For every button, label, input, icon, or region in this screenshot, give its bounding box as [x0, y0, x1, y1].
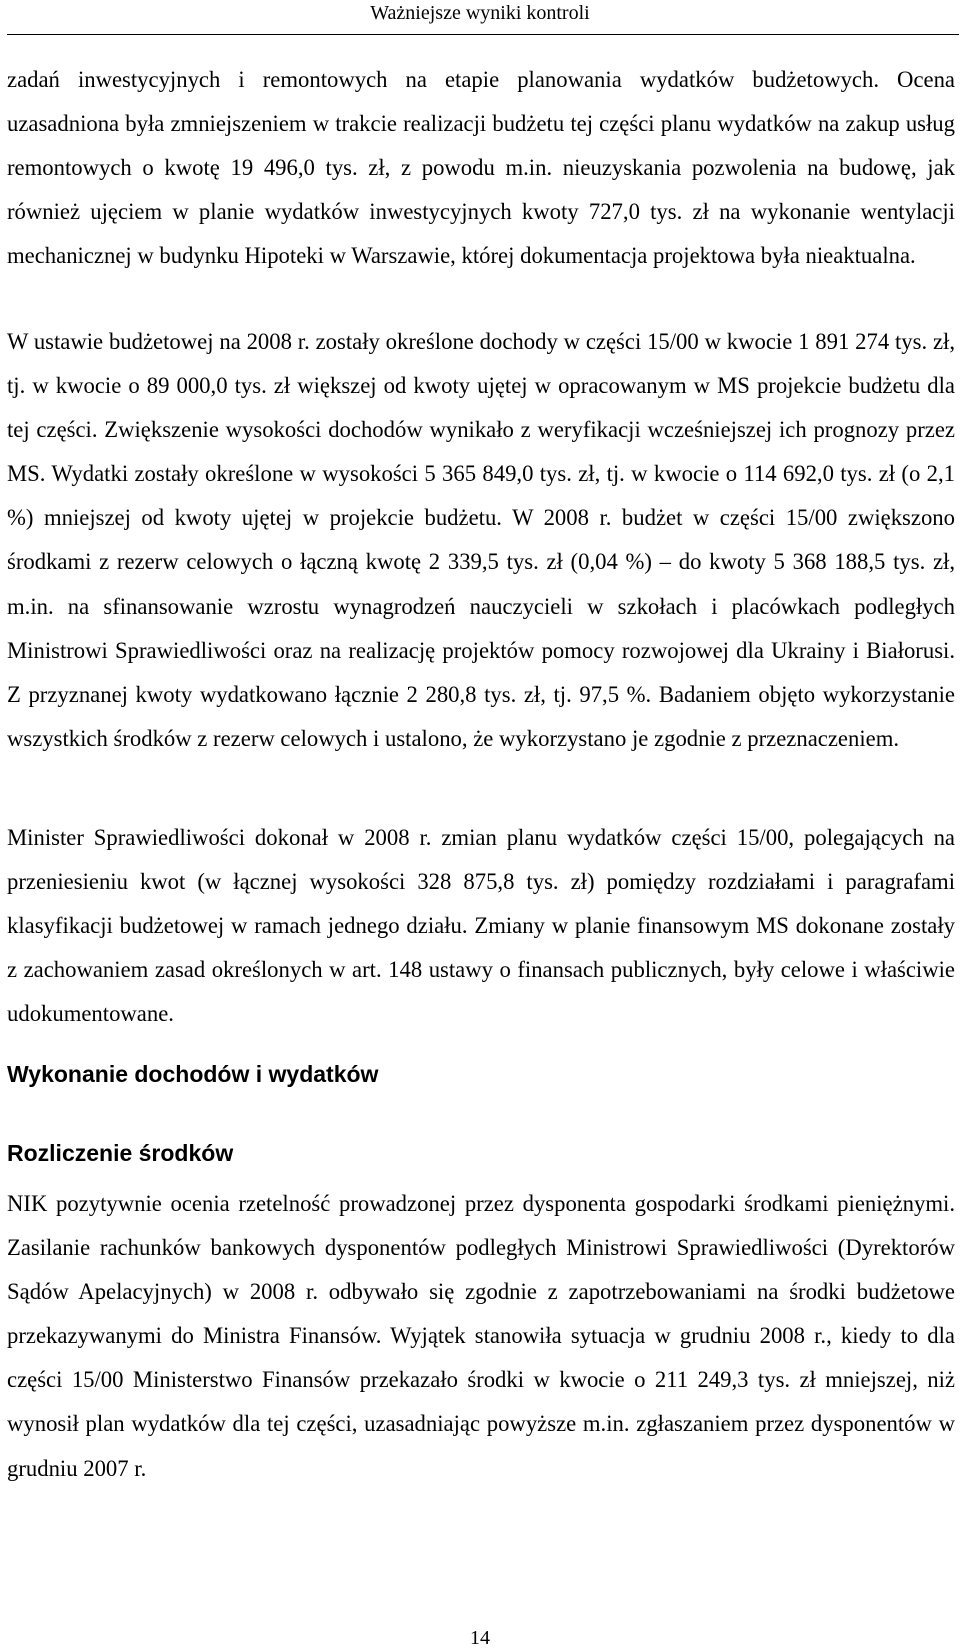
paragraph-text: zadań inwestycyjnych i remontowych na etapie planowania wydatków budżetowych. Ocena uzasadniona była zmniejszeniem w trakcie realizacji budżetu tej części planu wydatków na zakup usług remontowych o kwotę 19 496,0 tys. zł, z powodu m.in. nieuzyskania pozwolenia na budowę, jak również ujęciem w planie wydatków inwestycyjnych kwoty 727,0 tys. zł na wykonanie wentylacji mechanicznej w budynku Hipoteki w Warszawie, której dokumentacja projektowa była nieaktualna.	[7, 67, 955, 269]
paragraph-budget-act	[7, 320, 955, 761]
paragraph-text: W ustawie budżetowej na 2008 r. zostały określone dochody w części 15/00 w kwocie 1 891 274 tys. zł, tj. w kwocie o 89 000,0 tys. zł większej od kwoty ujętej w opracowanym w MS projekcie budżetu dla tej części. Zwiększenie wysokości dochodów wynikało z weryfikacji wcześniejszej ich prognozy przez MS. Wydatki zostały określone w wysokości 5 365 849,0 tys. zł, tj. w kwocie o 114 692,0 tys. zł (o 2,1 %) mniejszej od kwoty ujętej w projekcie budżetu. W 2008 r. budżet w części 15/00 zwiększono środkami z rezerw celowych o łączną kwotę 2 339,5 tys. zł (0,04 %) – do kwoty 5 368 188,5 tys. zł, m.in. na sfinansowanie wzrostu wynagrodzeń nauczycieli w szkołach i placówkach podległych Ministrowi Sprawiedliwości oraz na realizację projektów pomocy rozwojowej dla Ukrainy i Białorusi. Z przyznanej kwoty wydatkowano łącznie 2 280,8 tys. zł, tj. 97,5 %. Badaniem objęto wykorzystanie wszystkich środków z rezerw celowych i ustalono, że wykorzystano je zgodnie z przeznaczeniem.	[7, 329, 955, 751]
section-heading-income-expenditure	[7, 1059, 955, 1089]
subsection-heading: Rozliczenie środków	[7, 1140, 234, 1166]
paragraph-investment-plan	[7, 58, 955, 278]
running-header: Ważniejsze wyniki kontroli	[370, 2, 590, 24]
paragraph-plan-changes	[7, 816, 955, 1036]
page-number: 14	[470, 1627, 490, 1649]
paragraph-text: NIK pozytywnie ocenia rzetelność prowadzonej przez dysponenta gospodarki środkami pieniężnymi. Zasilanie rachunków bankowych dysponentów podległych Ministrowi Sprawiedliwości (Dyrektorów Sądów Apelacyjnych) w 2008 r. odbywało się zgodnie z zapotrzebowaniami na środki budżetowe przekazywanymi do Ministra Finansów. Wyjątek stanowiła sytuacja w grudniu 2008 r., kiedy to dla części 15/00 Ministerstwo Finansów przekazało środki w kwocie o 211 249,3 tys. zł mniejszej, niż wynosił plan wydatków dla tej części, uzasadniając powyższe m.in. zgłaszaniem przez dysponentów w grudniu 2007 r.	[7, 1191, 955, 1481]
header-divider	[7, 34, 959, 35]
subsection-heading-settlement	[7, 1138, 955, 1168]
paragraph-text: Minister Sprawiedliwości dokonał w 2008 r. zmian planu wydatków części 15/00, polegających na przeniesieniu kwot (w łącznej wysokości 328 875,8 tys. zł) pomiędzy rozdziałami i paragrafami klasyfikacji budżetowej w ramach jednego działu. Zmiany w planie finansowym MS dokonane zostały z zachowaniem zasad określonych w art. 148 ustawy o finansach publicznych, były celowe i właściwie udokumentowane.	[7, 825, 955, 1027]
section-heading: Wykonanie dochodów i wydatków	[7, 1061, 379, 1087]
paragraph-cash-management	[7, 1182, 955, 1491]
